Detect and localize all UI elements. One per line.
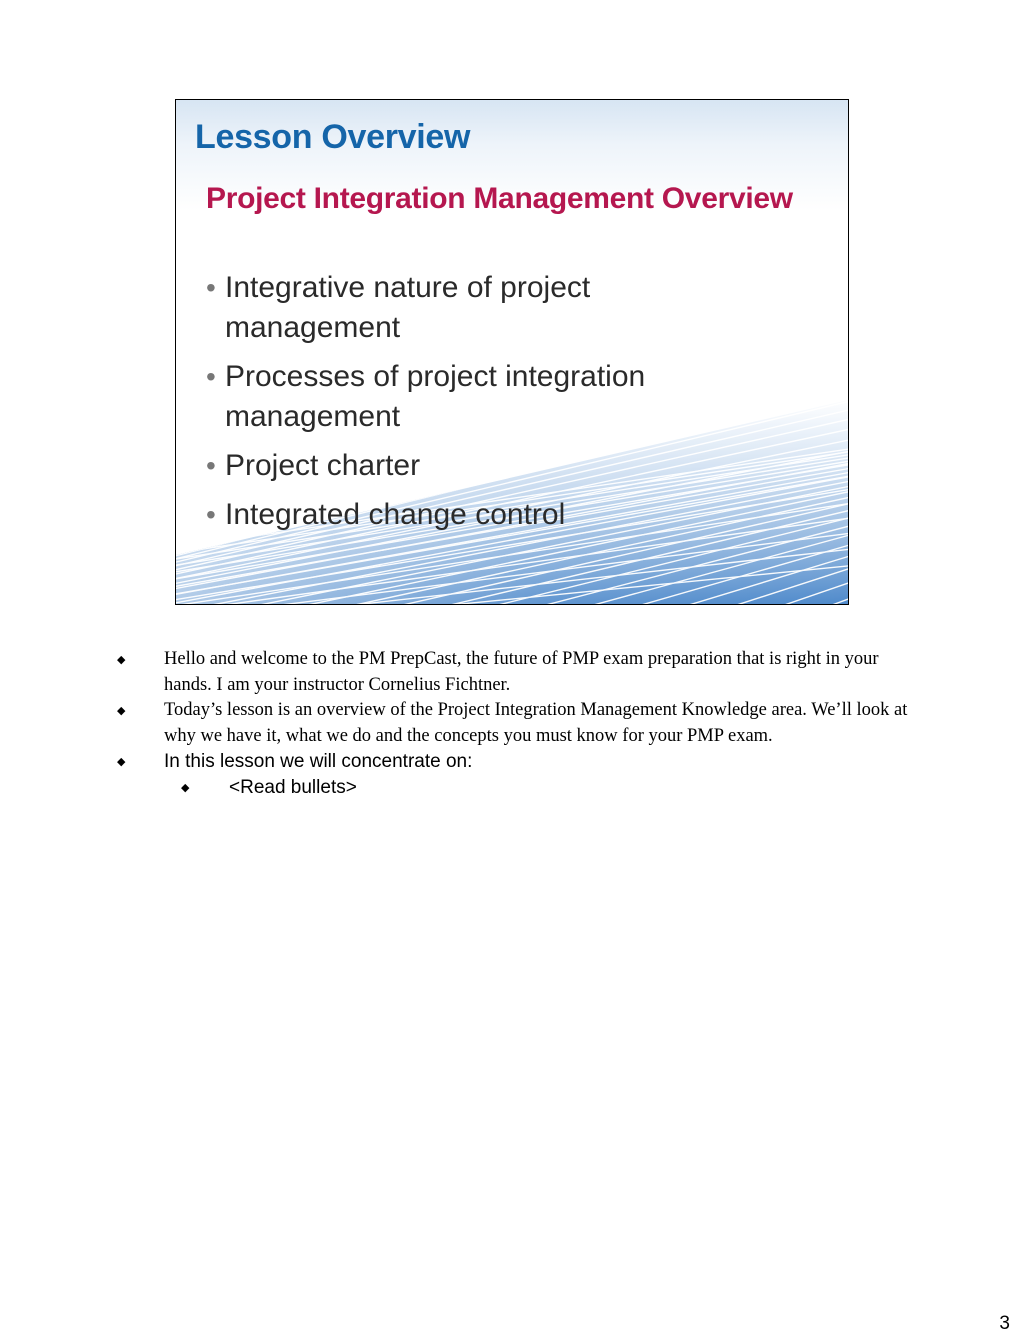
slide-thumbnail: [175, 99, 849, 605]
diamond-bullet-icon: ◆: [181, 780, 190, 794]
note-item: [0, 749, 914, 775]
speaker-notes: [0, 647, 1024, 800]
slide-bullet: [206, 495, 766, 535]
bullet-dot-icon: •: [206, 361, 216, 392]
slide-bullet: [206, 357, 766, 437]
diamond-bullet-icon: ◆: [117, 755, 126, 768]
slide-subtitle: Project Integration Management Overview: [206, 182, 793, 215]
bullet-dot-icon: •: [206, 450, 216, 481]
slide-bullet-text: Integrative nature of project management: [225, 271, 591, 344]
bullet-dot-icon: •: [206, 272, 216, 303]
slide-title: Lesson Overview: [195, 118, 471, 156]
page-number: 3: [999, 1313, 1010, 1334]
note-sub-item: [0, 775, 979, 801]
slide-bullet-text: Processes of project integration management: [225, 360, 646, 433]
note-sub-text: <Read bullets>: [229, 776, 357, 798]
note-item: [0, 698, 914, 749]
note-item: [0, 647, 914, 698]
note-text: Hello and welcome to the PM PrepCast, the future of PMP exam preparation that is right in your hands. I am your instructor Cornelius Fichtner.: [164, 649, 879, 695]
diamond-bullet-icon: ◆: [117, 704, 126, 717]
bullet-dot-icon: •: [206, 499, 216, 530]
note-text: In this lesson we will concentrate on:: [164, 751, 473, 772]
note-text: Today’s lesson is an overview of the Project Integration Management Knowledge area. We’ll look at why we have it, what we do and the concepts you must know for your PMP exam.: [164, 700, 908, 746]
slide-bullet: [206, 446, 766, 486]
slide-bullet-list: [206, 268, 766, 544]
slide-bullet: [206, 268, 766, 348]
slide-bullet-text: Project charter: [225, 449, 421, 482]
diamond-bullet-icon: ◆: [117, 653, 126, 666]
slide-bullet-text: Integrated change control: [225, 498, 566, 531]
